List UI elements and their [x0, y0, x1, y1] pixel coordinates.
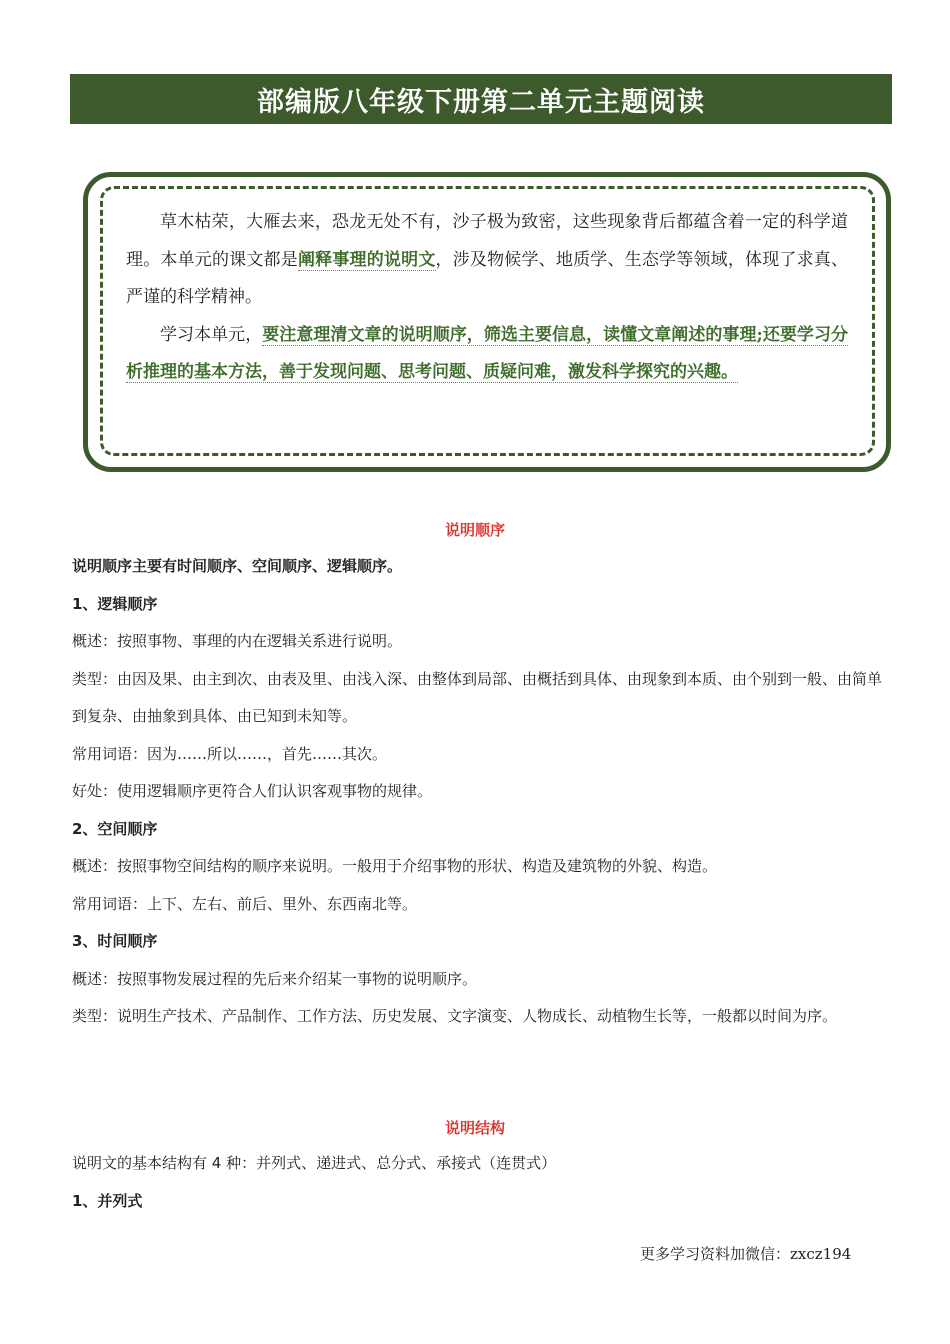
- intro-p1-end: ，涉及物候学、地质学、生态学等领域，体现了求真、严谨的科学精神。: [126, 249, 849, 307]
- structure-section-body: [72, 1145, 892, 1220]
- logic-order-overview: 概述：按照事物、事理的内在逻辑关系进行说明。: [72, 632, 403, 650]
- time-order-types: 类型：说明生产技术、产品制作、工作方法、历史发展、文字演变、人物成长、动植物生长等，一般都以时间为序。: [72, 1007, 838, 1025]
- page-title-text: 部编版八年级下册第二单元主题阅读: [257, 86, 705, 118]
- logic-order-heading: 1、逻辑顺序: [72, 594, 158, 613]
- order-summary: 说明顺序主要有时间顺序、空间顺序、逻辑顺序。: [72, 557, 403, 575]
- structure-summary: 说明文的基本结构有 4 种：并列式、递进式、总分式、承接式（连贯式）: [72, 1154, 557, 1172]
- logic-order-words: 常用词语：因为……所以……，首先……其次。: [72, 744, 388, 763]
- footer-note: 更多学习资料加微信：zxcz194: [640, 1245, 852, 1263]
- section-title-order: 说明顺序: [444, 521, 505, 539]
- space-order-words: 常用词语：上下、左右、前后、里外、东西南北等。: [72, 894, 418, 913]
- intro-p2-highlight: 要注意理清文章的说明顺序，筛选主要信息，读懂文章阐述的事理;还要学习分析推理的基本方法，善于发现问题、思考问题、质疑问难，激发科学探究的兴趣。: [126, 324, 849, 382]
- space-order-overview: 概述：按照事物空间结构的顺序来说明。一般用于介绍事物的形状、构造及建筑物的外貌、构造。: [72, 857, 718, 875]
- logic-order-benefit: 好处：使用逻辑顺序更符合人们认识客观事物的规律。: [72, 782, 433, 800]
- section-title-structure: 说明结构: [444, 1119, 505, 1137]
- intro-paragraph-1: [126, 204, 848, 317]
- page-title: [70, 74, 892, 124]
- time-order-overview: 概述：按照事物发展过程的先后来介绍某一事物的说明顺序。: [72, 969, 478, 988]
- intro-p1-start: 草木枯荣，大雁去来，恐龙无处不有，沙子极为致密，这些现象背后都蕴含着一定的科学道理。本单元的课文都是: [126, 212, 848, 270]
- space-order-heading: 2、空间顺序: [72, 819, 158, 838]
- parallel-heading: 1、并列式: [72, 1191, 143, 1210]
- intro-paragraph-2: [126, 317, 848, 392]
- intro-p1-highlight: 阐释事理的说明文: [297, 249, 436, 270]
- time-order-heading: 3、时间顺序: [72, 932, 158, 950]
- order-section-body: [72, 548, 892, 1036]
- intro-p2-start: 学习本单元，: [160, 324, 263, 345]
- intro-text: [126, 204, 848, 392]
- logic-order-types: 类型：由因及果、由主到次、由表及里、由浅入深、由整体到局部、由概括到具体、由现象到本质、由个别到一般、由简单到复杂、由抽象到具体、由已知到未知等。: [72, 669, 883, 725]
